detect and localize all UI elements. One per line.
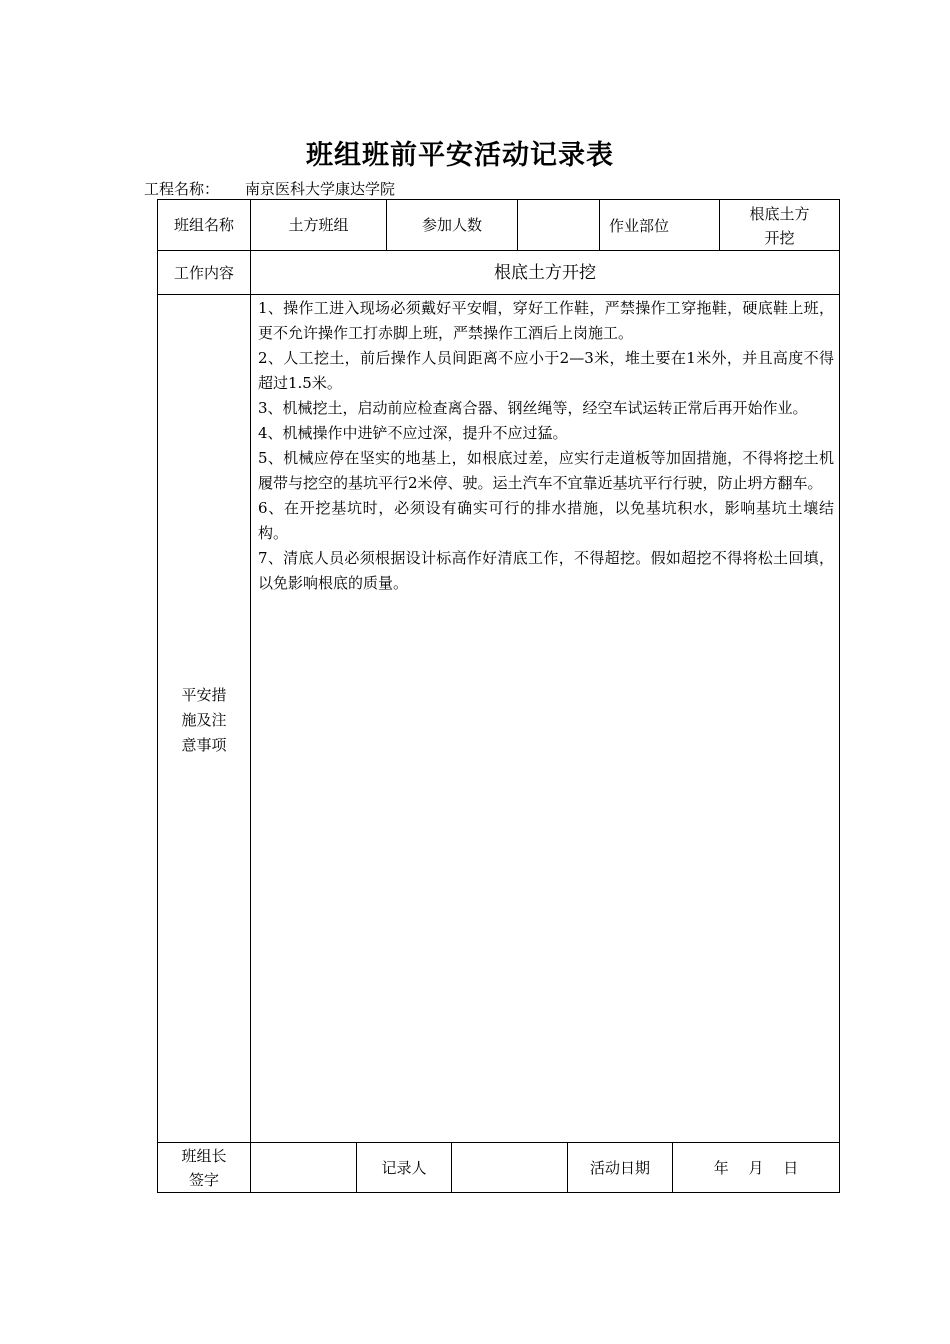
work-location-label: 作业部位: [609, 216, 670, 235]
recorder-label: 记录人: [381, 1158, 427, 1177]
safety-measure-item: 7、清底人员必须根据设计标高作好清底工作，不得超挖。假如超挖不得将松土回填，以免影响根底的质量。: [258, 549, 834, 592]
activity-date-label: 活动日期: [589, 1158, 650, 1177]
work-location-value: [720, 200, 839, 250]
safety-measures-list: [258, 296, 834, 596]
safety-measure-item: 5、机械应停在坚实的地基上，如根底过差，应实行走道板等加固措施，不得将挖土机履带与挖空的基坑平行2米停、驶。运土汽车不宜靠近基坑平行行驶，防止坍方翻车。: [258, 449, 834, 492]
team-leader-label-line2: 签字: [188, 1171, 219, 1189]
safety-measures-label-line3: 意事项: [181, 736, 227, 754]
table-border-right: [839, 199, 840, 1193]
safety-measure-item: 6、在开挖基坑时，必须设有确实可行的排水措施，以免基坑积水，影响基坑土壤结构。: [258, 499, 834, 542]
label-column-divider: [250, 199, 251, 1193]
safety-measure-item: 2、人工挖土，前后操作人员间距离不应小于2—3米，堆土要在1米外，并且高度不得超过1.5米。: [258, 349, 834, 392]
work-location-value-line2: 开挖: [764, 229, 795, 247]
safety-measure-item: 1、操作工进入现场必须戴好平安帽，穿好工作鞋，严禁操作工穿拖鞋，硬底鞋上班，更不允许操作工打赤脚上班，严禁操作工酒后上岗施工。: [258, 299, 834, 342]
table-divider-2: [157, 294, 840, 295]
team-leader-signature-value: [251, 1143, 356, 1192]
participants-label: 参加人数: [421, 216, 482, 234]
page-title: 班组班前平安活动记录表: [306, 140, 614, 171]
row1-divider-3: [599, 199, 600, 250]
safety-measures-label: [158, 683, 250, 758]
work-content-label: 工作内容: [173, 263, 234, 282]
activity-date-value: 年 月 日: [713, 1158, 799, 1177]
safety-measure-item: 3、机械挖土，启动前应检查离合器、钢丝绳等，经空车试运转正常后再开始作业。: [258, 399, 808, 417]
team-name-value: 土方班组: [288, 216, 349, 234]
recorder-value: [452, 1143, 567, 1192]
participants-value: [518, 200, 599, 250]
team-leader-signature-label: [158, 1143, 250, 1192]
work-location-value-line1: 根底土方: [749, 205, 810, 223]
team-name-label: 班组名称: [173, 216, 234, 234]
safety-measures-label-line1: 平安措: [181, 686, 227, 704]
table-border-bottom: [157, 1192, 840, 1193]
safety-measure-item: 4、机械操作中进铲不应过深，提升不应过猛。: [258, 424, 568, 442]
project-name-value: 南京医科大学康达学院: [245, 180, 396, 198]
team-leader-label-line1: 班组长: [181, 1147, 227, 1165]
work-content-value: 根底土方开挖: [494, 262, 596, 283]
project-name-label: 工程名称：: [144, 180, 220, 198]
safety-measures-label-line2: 施及注: [181, 711, 227, 729]
project-name-line: [144, 178, 395, 199]
